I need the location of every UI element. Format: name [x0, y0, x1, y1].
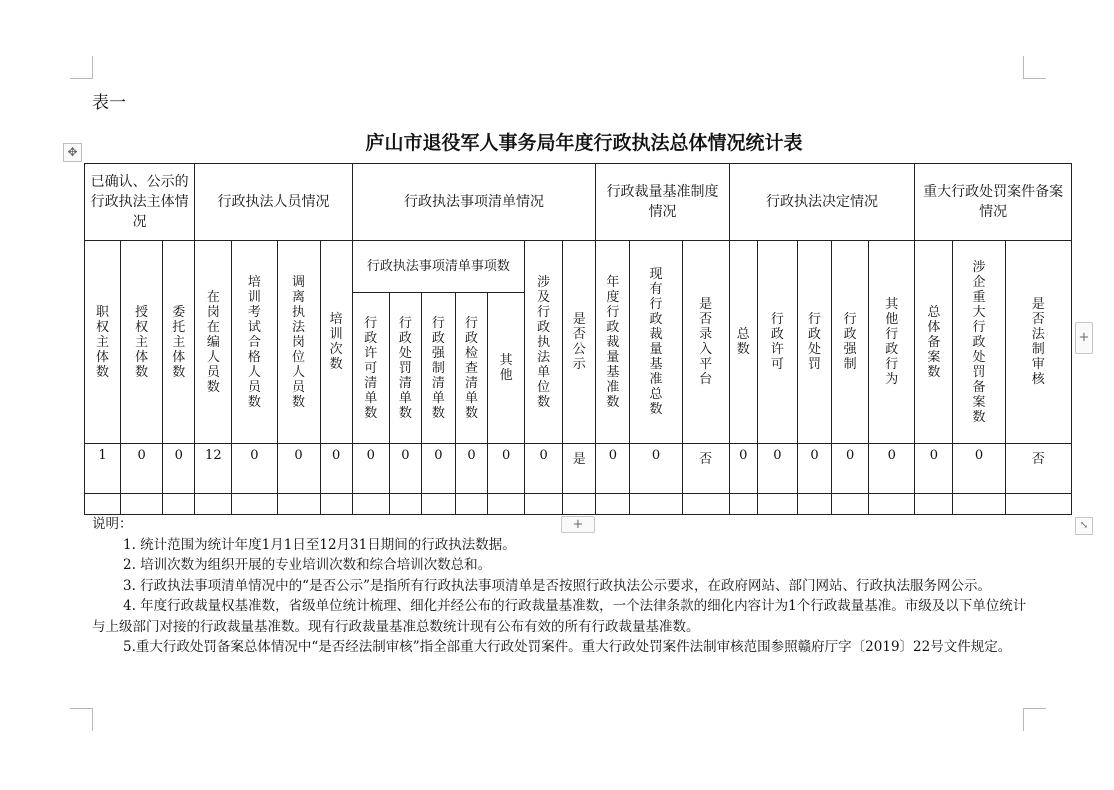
empty-cell[interactable]	[682, 494, 729, 515]
data-cell[interactable]: 0	[455, 444, 487, 494]
data-cell[interactable]: 0	[232, 444, 277, 494]
add-column-icon[interactable]: +	[1075, 322, 1093, 354]
empty-cell[interactable]	[277, 494, 320, 515]
column-header: 涉及行政执法单位数	[525, 241, 563, 444]
empty-cell[interactable]	[121, 494, 163, 515]
table-row-empty	[85, 494, 1072, 515]
empty-cell[interactable]	[85, 494, 121, 515]
group-header-penalty-filing: 重大行政处罚案件备案情况	[915, 164, 1072, 241]
group-header-personnel: 行政执法人员情况	[195, 164, 352, 241]
table-label: 表一	[92, 93, 126, 113]
empty-cell[interactable]	[232, 494, 277, 515]
notes-section	[92, 514, 1027, 658]
data-cell[interactable]: 0	[596, 444, 630, 494]
empty-cell[interactable]	[757, 494, 797, 515]
data-cell[interactable]: 0	[277, 444, 320, 494]
column-header: 是否公示	[563, 241, 596, 444]
column-header: 行政处罚	[797, 241, 831, 444]
data-cell[interactable]: 0	[121, 444, 163, 494]
empty-cell[interactable]	[352, 494, 389, 515]
data-cell[interactable]: 0	[797, 444, 831, 494]
column-header: 总数	[729, 241, 757, 444]
data-cell[interactable]: 0	[630, 444, 682, 494]
statistics-table	[84, 163, 1072, 515]
empty-cell[interactable]	[832, 494, 869, 515]
data-cell[interactable]: 0	[953, 444, 1005, 494]
page-corner-mark	[1023, 708, 1046, 731]
group-header-discretion: 行政裁量基准制度情况	[596, 164, 729, 241]
column-header: 职权主体数	[85, 241, 121, 444]
column-header: 是否法制审核	[1005, 241, 1071, 444]
group-header-item-list: 行政执法事项清单情况	[352, 164, 596, 241]
column-header: 培训次数	[320, 241, 352, 444]
data-cell[interactable]: 0	[488, 444, 525, 494]
empty-cell[interactable]	[525, 494, 563, 515]
column-header: 行政强制清单数	[421, 293, 455, 444]
group-header-decisions: 行政执法决定情况	[729, 164, 915, 241]
page-corner-mark	[70, 708, 93, 731]
column-header: 在岗在编人员数	[195, 241, 232, 444]
empty-cell[interactable]	[797, 494, 831, 515]
empty-cell[interactable]	[869, 494, 915, 515]
note-item: 4. 年度行政裁量权基准数，省级单位统计梳理、细化并经公布的行政裁量基准数，一个法律条款的细化内容计为1个行政裁量基准。市级及以下单位统计与上级部门对接的行政裁量基准数。现有行政裁量基准总数统计现有公布有效的所有行政裁量基准数。	[92, 598, 1027, 635]
table-move-icon[interactable]: ✥	[63, 143, 82, 162]
empty-cell[interactable]	[563, 494, 596, 515]
note-item: 5.重大行政处罚备案总体情况中“是否经法制审核”指全部重大行政处罚案件。重大行政处罚案件法制审核范围参照赣府厅字〔2019〕22号文件规定。	[123, 639, 1012, 655]
data-cell[interactable]: 0	[915, 444, 953, 494]
data-cell[interactable]: 否	[682, 444, 729, 494]
column-header: 总体备案数	[915, 241, 953, 444]
data-cell[interactable]: 0	[729, 444, 757, 494]
data-cell[interactable]: 0	[163, 444, 195, 494]
subgroup-header-item-count: 行政执法事项清单事项数	[352, 241, 524, 293]
empty-cell[interactable]	[163, 494, 195, 515]
column-header: 行政许可清单数	[352, 293, 389, 444]
add-row-icon[interactable]: +	[561, 516, 595, 533]
column-header: 授权主体数	[121, 241, 163, 444]
empty-cell[interactable]	[488, 494, 525, 515]
empty-cell[interactable]	[915, 494, 953, 515]
column-header: 涉企重大行政处罚备案数	[953, 241, 1005, 444]
data-cell[interactable]: 12	[195, 444, 232, 494]
data-cell[interactable]: 1	[85, 444, 121, 494]
data-cell[interactable]: 0	[757, 444, 797, 494]
empty-cell[interactable]	[953, 494, 1005, 515]
empty-cell[interactable]	[421, 494, 455, 515]
column-header: 行政处罚清单数	[389, 293, 421, 444]
column-header: 行政检查清单数	[455, 293, 487, 444]
column-header: 现有行政裁量基准总数	[630, 241, 682, 444]
column-header: 是否录入平台	[682, 241, 729, 444]
group-header-entity: 已确认、公示的行政执法主体情况	[85, 164, 195, 241]
empty-cell[interactable]	[455, 494, 487, 515]
data-cell[interactable]: 0	[320, 444, 352, 494]
table-resize-icon[interactable]: ⤡	[1075, 517, 1093, 535]
column-header: 其他行政行为	[869, 241, 915, 444]
column-header: 调离执法岗位人员数	[277, 241, 320, 444]
data-cell[interactable]: 0	[869, 444, 915, 494]
data-cell[interactable]: 否	[1005, 444, 1071, 494]
column-header: 行政强制	[832, 241, 869, 444]
empty-cell[interactable]	[320, 494, 352, 515]
data-cell[interactable]: 0	[421, 444, 455, 494]
empty-cell[interactable]	[630, 494, 682, 515]
data-cell[interactable]: 0	[389, 444, 421, 494]
note-item: 1. 统计范围为统计年度1月1日至12月31日期间的行政执法数据。	[123, 536, 516, 553]
column-header: 行政许可	[757, 241, 797, 444]
column-header: 年度行政裁量基准数	[596, 241, 630, 444]
page-corner-mark	[1023, 56, 1046, 79]
page-title: 庐山市退役军人事务局年度行政执法总体情况统计表	[365, 132, 803, 154]
empty-cell[interactable]	[596, 494, 630, 515]
column-header: 其他	[488, 293, 525, 444]
column-header: 培训考试合格人员数	[232, 241, 277, 444]
note-item: 2. 培训次数为组织开展的专业培训次数和综合培训次数总和。	[123, 557, 492, 573]
table-row	[85, 444, 1072, 494]
empty-cell[interactable]	[389, 494, 421, 515]
notes-heading: 说明：	[92, 516, 133, 532]
note-item: 3. 行政执法事项清单情况中的“是否公示”是指所有行政执法事项清单是否按照行政执法公示要求，在政府网站、部门网站、行政执法服务网公示。	[123, 577, 991, 594]
data-cell[interactable]: 0	[352, 444, 389, 494]
data-cell[interactable]: 是	[563, 444, 596, 494]
page-corner-mark	[70, 56, 93, 79]
data-cell[interactable]: 0	[525, 444, 563, 494]
empty-cell[interactable]	[1005, 494, 1071, 515]
empty-cell[interactable]	[195, 494, 232, 515]
empty-cell[interactable]	[729, 494, 757, 515]
column-header: 委托主体数	[163, 241, 195, 444]
data-cell[interactable]: 0	[832, 444, 869, 494]
